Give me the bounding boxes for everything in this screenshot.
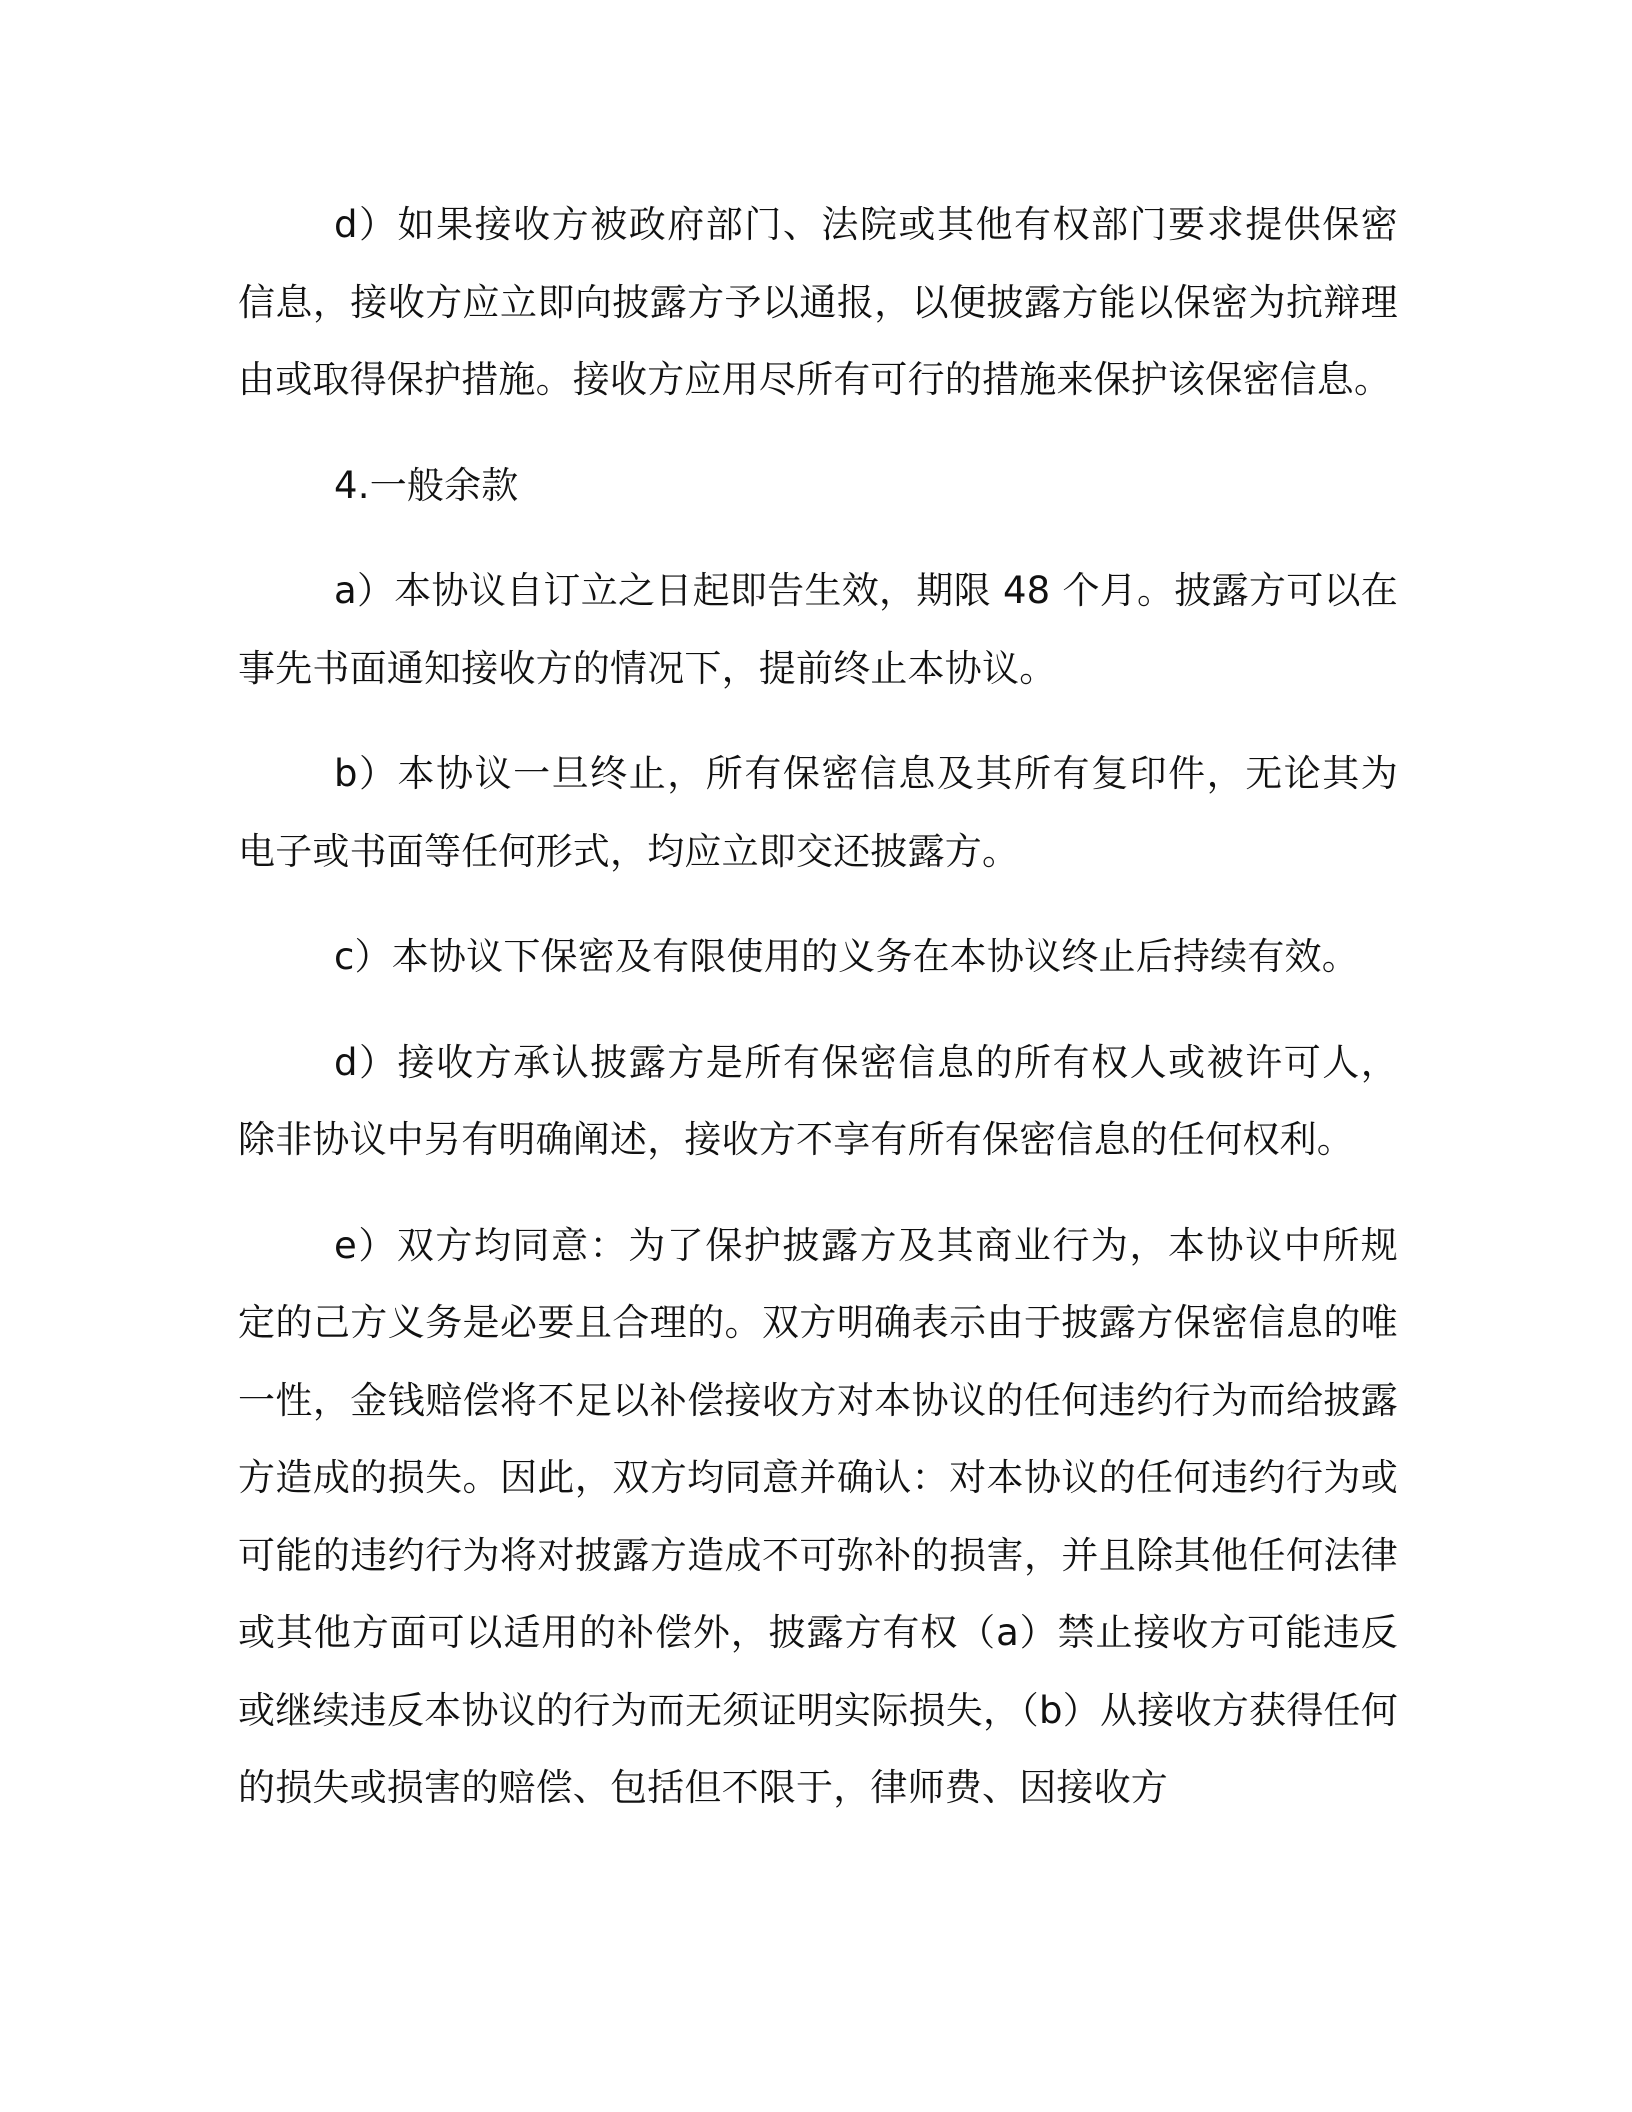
paragraph-4e-remedies: e）双方均同意：为了保护披露方及其商业行为，本协议中所规定的己方义务是必要且合理的。双方明确表示由于披露方保密信息的唯一性，金钱赔偿将不足以补偿接收方对本协议的任何违约行为而给披露方造成的损失。因此，双方均同意并确认：对本协议的任何违约行为或可能的违约行为将对披露方造成不可弥补的损害，并且除其他任何法律或其他方面可以适用的补偿外，披露方有权（a）禁止接收方可能违反或继续违反本协议的行为而无须证明实际损失，（b）从接收方获得任何的损失或损害的赔偿、包括但不限于，律师费、因接收方	[238, 1223, 1398, 1809]
document-body	[238, 186, 1398, 1855]
paragraph-3d-court-disclosure: d）如果接收方被政府部门、法院或其他有权部门要求提供保密信息，接收方应立即向披露方予以通报，以便披露方能以保密为抗辩理由或取得保护措施。接收方应用尽所有可行的措施来保护该保密信息。	[238, 203, 1398, 401]
section-heading-general-terms: 4.一般余款	[334, 463, 519, 507]
paragraph-4c-survival: c）本协议下保密及有限使用的义务在本协议终止后持续有效。	[334, 935, 1359, 978]
paragraph-4d-ownership: d）接收方承认披露方是所有保密信息的所有权人或被许可人，除非协议中另有明确阐述，接收方不享有所有保密信息的任何权利。	[238, 1040, 1398, 1161]
paragraph-4b-return-materials: b）本协议一旦终止，所有保密信息及其所有复印件，无论其为电子或书面等任何形式，均应立即交还披露方。	[238, 752, 1398, 873]
paragraph-4a-term: a）本协议自订立之日起即告生效，期限 48 个月。披露方可以在事先书面通知接收方的情况下，提前终止本协议。	[238, 569, 1398, 690]
